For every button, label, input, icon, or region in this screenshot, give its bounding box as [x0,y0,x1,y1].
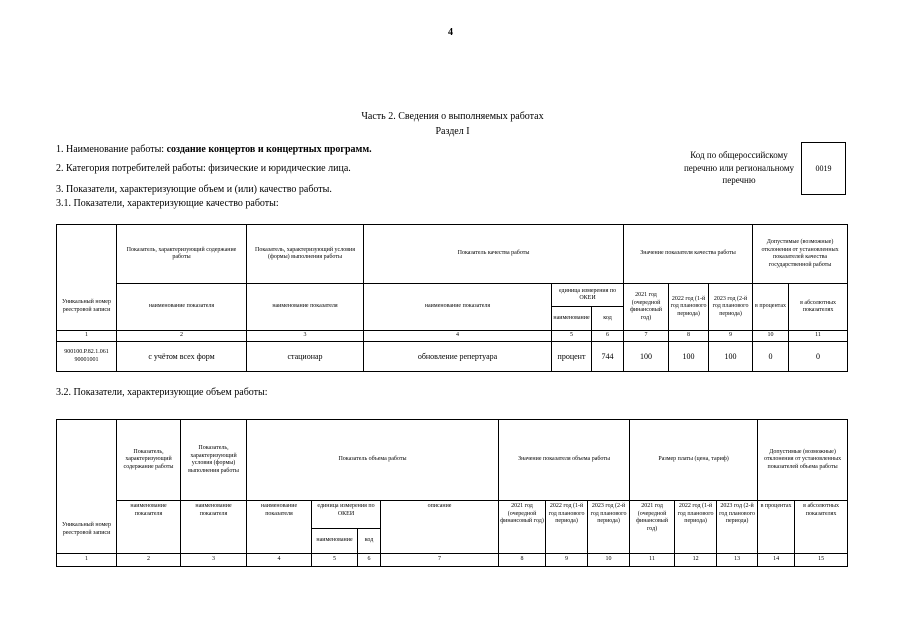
q-row-v2023: 100 [709,342,753,372]
volume-table [56,419,848,567]
q-h-code: код [592,307,624,331]
v-num: 12 [675,554,717,567]
v-h-name3: наименование показателя [247,501,312,554]
q-row-reg: 900100.Р.82.1.061 90001001 [57,342,117,372]
v-num: 8 [499,554,546,567]
page-number: 4 [448,27,453,38]
category-line: 2. Категория потребителей работы: физические и юридические лица. [56,163,351,174]
q-h-name2: наименование показателя [247,284,364,331]
q-num: 9 [709,331,753,342]
v-h-content: Показатель, характеризующий содержание работы [117,420,181,501]
v-num: 11 [630,554,675,567]
v-h-y2022: 2022 год (1-й год планового периода) [546,501,588,554]
q-row-v2022: 100 [669,342,709,372]
v-num: 13 [717,554,758,567]
q-row-indicator: обновление репертуара [364,342,552,372]
v-num: 9 [546,554,588,567]
q-h-content: Показатель, характеризующий содержание работы [117,225,247,284]
q-h-y2021: 2021 год (очередной финансовый год) [624,284,669,331]
q-row-abs: 0 [789,342,848,372]
v-num: 2 [117,554,181,567]
v-num: 5 [312,554,358,567]
v-h-f2021: 2021 год (очередной финансовый год) [630,501,675,554]
q-num: 4 [364,331,552,342]
v-h-unit-name: наименование [312,529,358,554]
q-h-dev: Допустимые (возможные) отклонения от установленных показателей качества государственной работы [753,225,848,284]
q-row-content: с учётом всех форм [117,342,247,372]
v-h-code: код [358,529,381,554]
v-h-abs: в абсолютных показателях [795,501,848,554]
quality-table [56,224,848,372]
section-title: Раздел I [435,126,470,137]
q-h-unit-name: наименование [552,307,592,331]
q-row-v2021: 100 [624,342,669,372]
q-h-y2022: 2022 год (1-й год планового периода) [669,284,709,331]
q-row-pct: 0 [753,342,789,372]
q-h-abs: в абсолютных показателях [789,284,848,331]
work-name-line [56,144,372,155]
v-h-unit: единица измерения по ОКЕИ [312,501,381,529]
q-h-pct: в процентах [753,284,789,331]
q-h-unit: единица измерения по ОКЕИ [552,284,624,307]
q-h-value: Значение показателя качества работы [624,225,753,284]
q-num: 2 [117,331,247,342]
quality-line: 3.1. Показатели, характеризующие качество работы: [56,198,279,209]
q-num: 5 [552,331,592,342]
v-h-y2023: 2023 год (2-й год планового периода) [588,501,630,554]
q-row-code: 744 [592,342,624,372]
q-h-name3: наименование показателя [364,284,552,331]
v-h-name1: наименование показателя [117,501,181,554]
v-h-f2023: 2023 год (2-й год планового периода) [717,501,758,554]
v-num: 1 [57,554,117,567]
v-h-pct: в процентах [758,501,795,554]
v-h-cond: Показатель, характеризующий условия (формы) выполнения работы [181,420,247,501]
v-num: 3 [181,554,247,567]
v-h-fee: Размер платы (цена, тариф) [630,420,758,501]
v-h-dev: Допустимые (возможные) отклонения от установленных показателей объема работы [758,420,848,501]
v-num: 6 [358,554,381,567]
indicators-line: 3. Показатели, характеризующие объем и (или) качество работы. [56,184,332,195]
q-row-unit: процент [552,342,592,372]
q-row-cond: стационар [247,342,364,372]
part-title: Часть 2. Сведения о выполняемых работах [361,111,544,122]
q-num: 11 [789,331,848,342]
v-num: 14 [758,554,795,567]
q-num: 1 [57,331,117,342]
work-name-label: 1. Наименование работы: [56,144,165,155]
q-num: 7 [624,331,669,342]
okved-code-box [801,142,846,195]
volume-line: 3.2. Показатели, характеризующие объем работы: [56,387,268,398]
okved-code: 0019 [815,164,832,173]
q-h-quality: Показатель качества работы [364,225,624,284]
okved-label: Код по общероссийскому перечню или региональному перечню [683,150,795,185]
v-num: 10 [588,554,630,567]
v-h-desc: описание [381,501,499,554]
q-num: 3 [247,331,364,342]
q-h-y2023: 2023 год (2-й год планового периода) [709,284,753,331]
v-h-reg: Уникальный номер реестровой записи [57,420,117,554]
q-h-reg: Уникальный номер реестровой записи [57,225,117,331]
v-num: 4 [247,554,312,567]
q-h-name1: наименование показателя [117,284,247,331]
v-h-y2021: 2021 год (очередной финансовый год) [499,501,546,554]
v-num: 7 [381,554,499,567]
v-num: 15 [795,554,848,567]
q-h-cond: Показатель, характеризующий условия (формы) выполнения работы [247,225,364,284]
q-num: 10 [753,331,789,342]
q-num: 6 [592,331,624,342]
v-h-volume: Показатель объема работы [247,420,499,501]
v-h-name2: наименование показателя [181,501,247,554]
q-num: 8 [669,331,709,342]
v-h-f2022: 2022 год (1-й год планового периода) [675,501,717,554]
v-h-value: Значение показателя объема работы [499,420,630,501]
work-name-value: создание концертов и концертных программ. [166,144,372,155]
